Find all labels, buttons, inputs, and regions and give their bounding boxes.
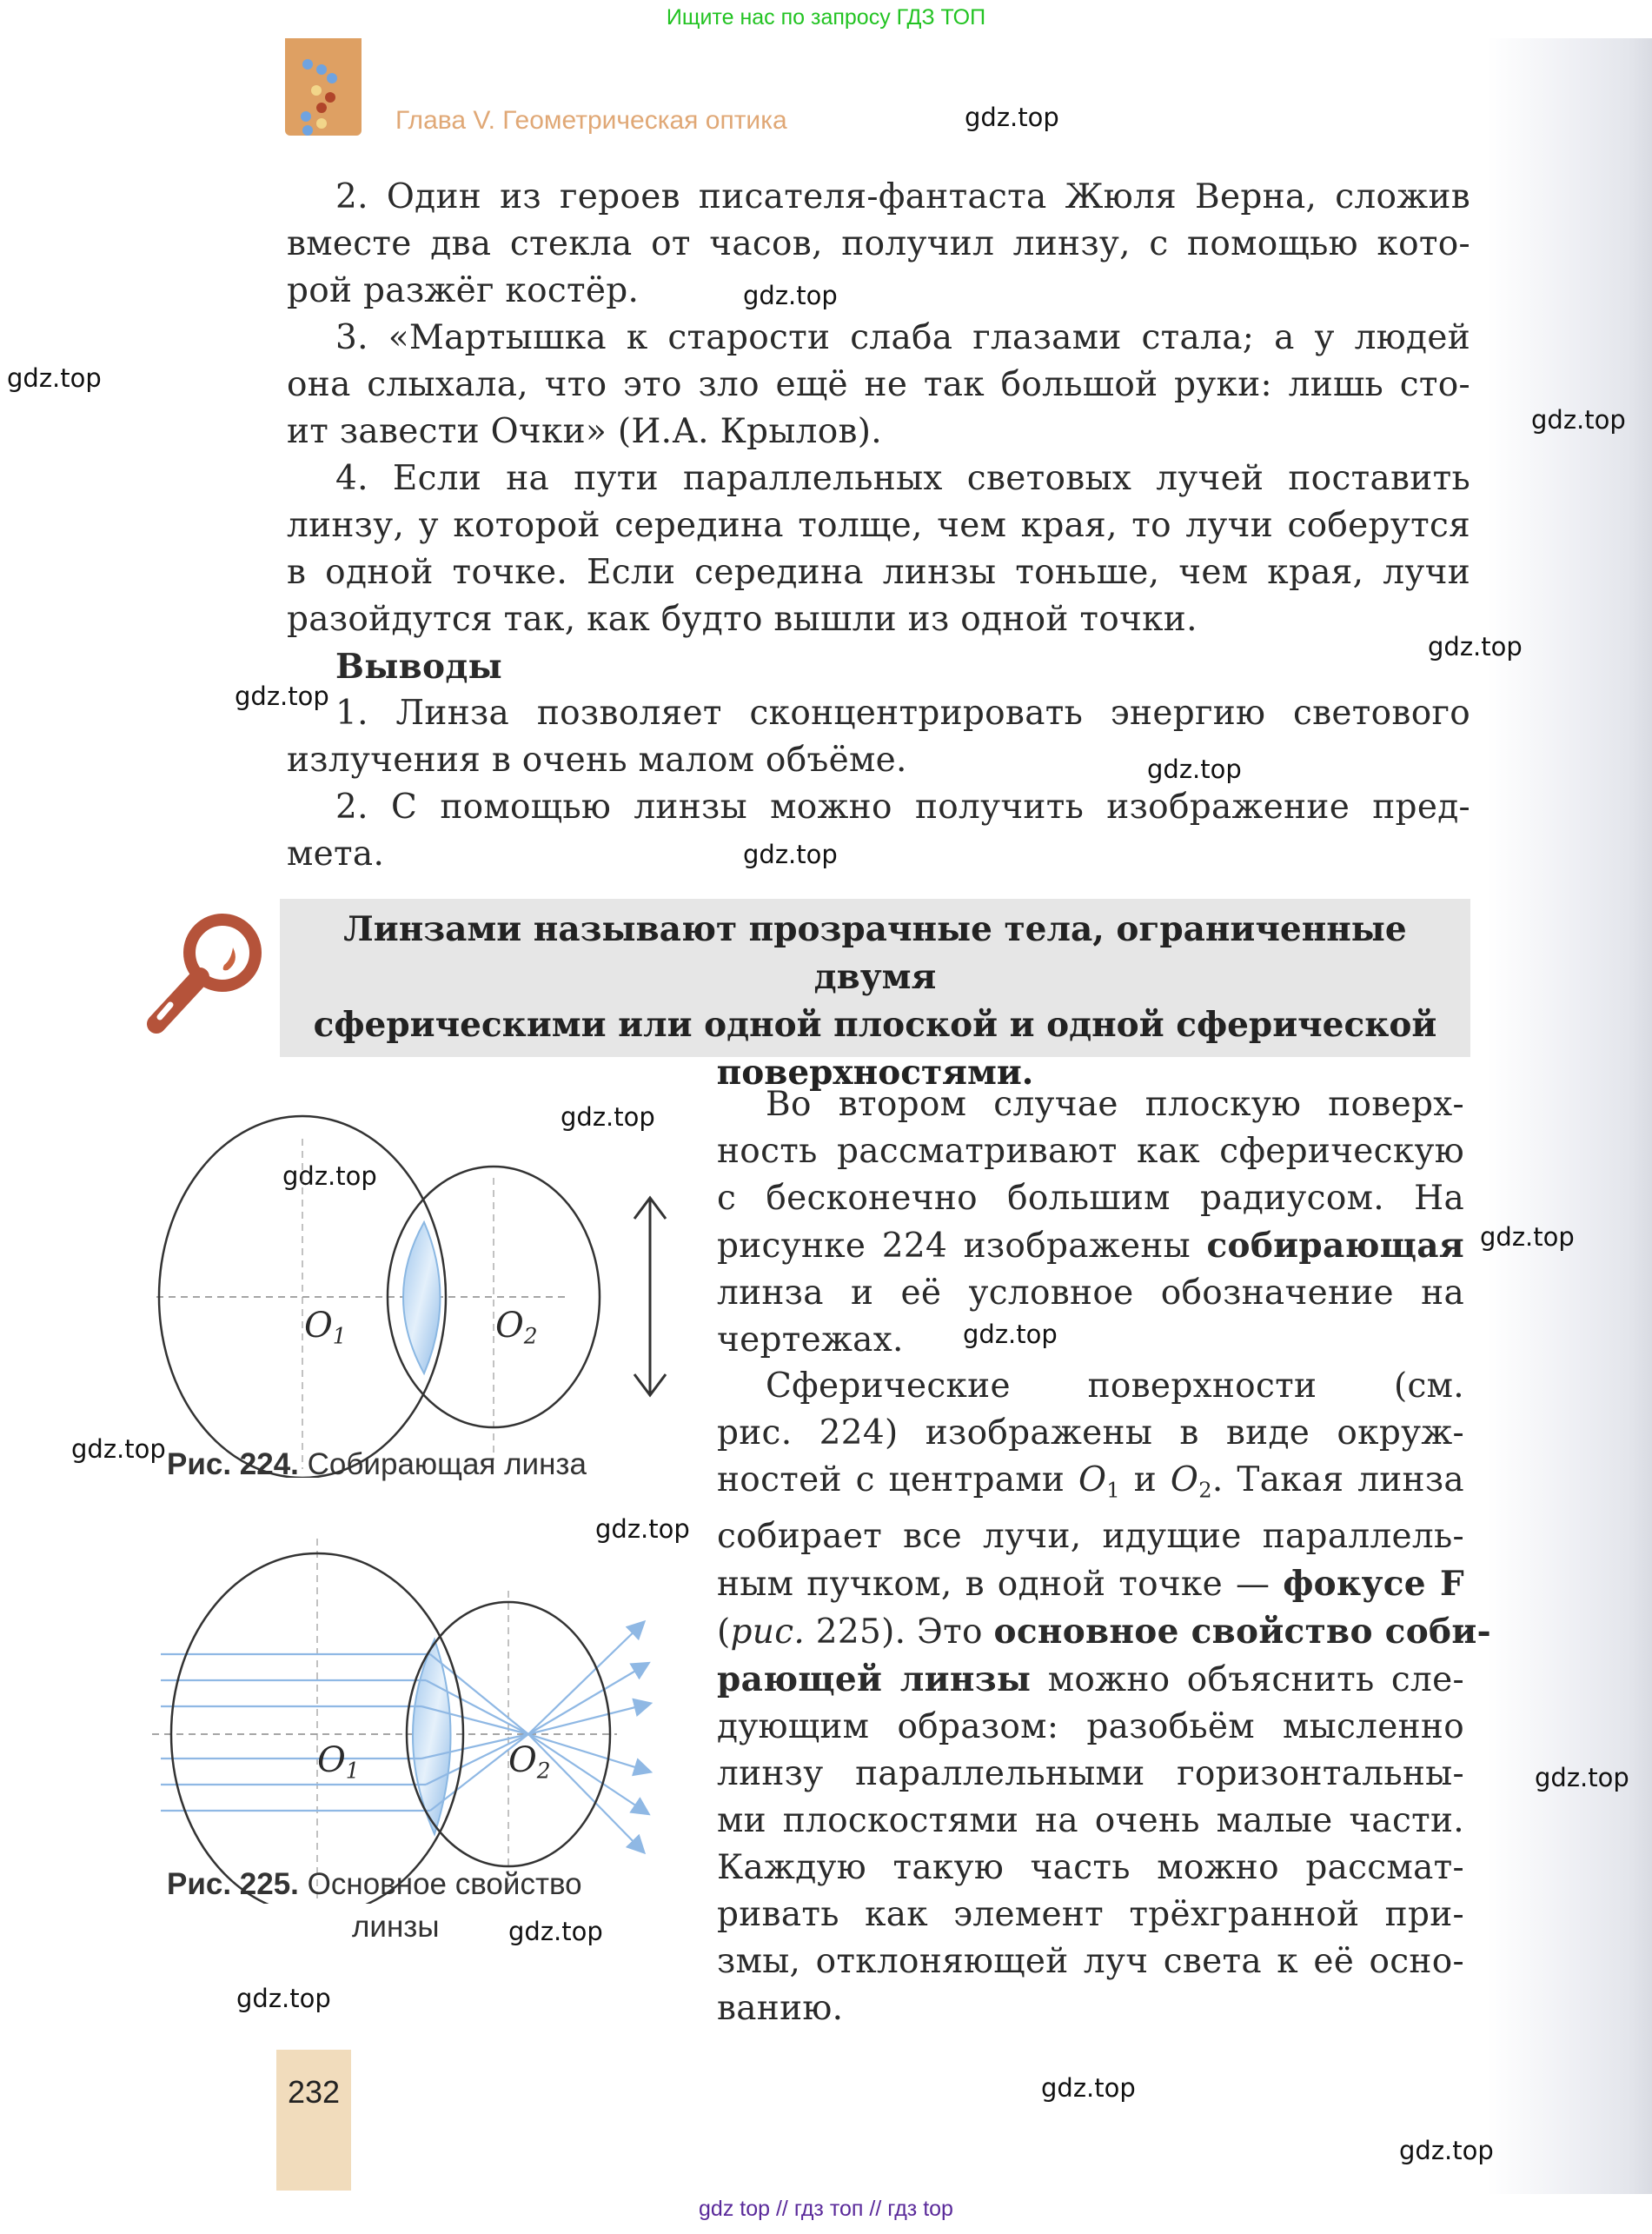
- chapter-title: Глава V. Геометрическая оптика: [395, 106, 787, 135]
- text-line: Во втором случае плоскую поверх-: [766, 1085, 1464, 1124]
- watermark: gdz.top: [236, 1984, 331, 2013]
- text-line: рой разжёг костёр.: [287, 271, 640, 310]
- magnifier-icon: [130, 904, 269, 1043]
- watermark: gdz.top: [1480, 1222, 1575, 1252]
- text-line: ность рассматривают как сферическую: [717, 1132, 1464, 1171]
- text-line: вместе два стекла от часов, получил линзу, с помощью кото-: [287, 224, 1470, 263]
- label-o2: $O_2$: [495, 1306, 538, 1349]
- text-line: ванию.: [717, 1989, 844, 2029]
- watermark: gdz.top: [965, 103, 1059, 132]
- text-line: 1. Линза позволяет сконцентрировать энергию светового: [335, 694, 1470, 733]
- text-line: линза и её условное обозначение на: [717, 1273, 1464, 1313]
- footer-links[interactable]: gdz top // гдз топ // гдз top: [699, 2197, 953, 2221]
- definition-box: [280, 899, 1470, 1093]
- text-line: Сферические поверхности (см.: [766, 1366, 1464, 1406]
- definition-line: поверхностями.: [716, 1053, 1034, 1093]
- figure-225-lens-property: [143, 1539, 665, 1904]
- page-number-tab: [276, 2050, 351, 2191]
- text-line: 2. С помощью линзы можно получить изображение пред-: [335, 788, 1470, 827]
- watermark: gdz.top: [1535, 1763, 1629, 1792]
- watermark: gdz.top: [1147, 755, 1242, 784]
- text-line: (рис. 225). Это основное свойство соби-: [717, 1612, 1492, 1652]
- watermark: gdz.top: [743, 281, 838, 310]
- watermark: gdz.top: [7, 363, 102, 393]
- watermark: gdz.top: [743, 840, 838, 869]
- watermark: gdz.top: [561, 1102, 655, 1132]
- item-2: [287, 174, 1470, 315]
- text-line: разойдутся так, как будто вышли из одной точки.: [287, 600, 1198, 639]
- text-line: линзу, у которой середина толще, чем края, то лучи соберутся: [287, 506, 1470, 545]
- text-line: ми плоскостями на очень малые части.: [717, 1801, 1464, 1841]
- text-line: она слыхала, что это зло ещё не так большой руки: лишь сто-: [287, 365, 1470, 404]
- watermark: gdz.top: [1041, 2073, 1136, 2103]
- label-o1: $O_1$: [304, 1306, 347, 1349]
- label-o1: $O_1$: [317, 1740, 360, 1784]
- watermark: gdz.top: [1399, 2136, 1494, 2165]
- page-number: 232: [287, 2074, 341, 2110]
- figure-224-converging-lens: [148, 1104, 687, 1478]
- definition-line: Линзами называют прозрачные тела, ограниченные двумя: [343, 909, 1407, 997]
- item-4: [287, 455, 1470, 643]
- item-3: [287, 315, 1470, 455]
- text-line: в одной точке. Если середина линзы тоньше, чем края, лучи: [287, 553, 1470, 592]
- text-line: Каждую такую часть можно рассмат-: [717, 1848, 1464, 1888]
- definition-line: сферическими или одной плоской и одной сферической: [313, 1005, 1437, 1045]
- text-line: змы, отклоняющей луч света к её осно-: [717, 1942, 1464, 1982]
- watermark: gdz.top: [595, 1514, 690, 1544]
- figure-224-caption: Рис. 224. Собирающая линза: [167, 1447, 587, 1481]
- label-o2: $O_2$: [508, 1740, 551, 1784]
- text-line: ит завести Очки» (И.А. Крылов).: [287, 412, 882, 451]
- text-line: дующим образом: разобьём мысленно: [717, 1707, 1464, 1747]
- text-line: 3. «Мартышка к старости слаба глазами стала; а у людей: [335, 318, 1470, 357]
- text-line: ностей с центрами $O_1$ и $O_2$. Такая линза: [717, 1460, 1464, 1503]
- text-line: излучения в очень малом объёме.: [287, 741, 907, 780]
- text-line: рающей линзы можно объяснить сле-: [717, 1659, 1464, 1700]
- text-line: с бесконечно большим радиусом. На: [717, 1179, 1464, 1218]
- text-line: собирает все лучи, идущие параллель-: [717, 1517, 1464, 1557]
- text-line: 2. Один из героев писателя-фантаста Жюля Верна, сложив: [335, 177, 1470, 216]
- figure-225-caption-line2: линзы: [352, 1910, 440, 1944]
- conclusions-heading: Выводы: [335, 647, 503, 687]
- watermark: gdz.top: [1428, 632, 1523, 662]
- top-banner[interactable]: Ищите нас по запросу ГДЗ ТОП: [666, 5, 986, 30]
- chapter-tab-icon: [285, 38, 362, 136]
- text-line: мета.: [287, 834, 385, 874]
- watermark: gdz.top: [963, 1320, 1058, 1349]
- text-line: чертежах.: [717, 1320, 904, 1360]
- text-line: ривать как элемент трёхгранной при-: [717, 1895, 1464, 1935]
- text-line: ным пучком, в одной точке — фокусе F: [717, 1564, 1464, 1605]
- right-paragraph-2: [717, 1363, 1492, 2032]
- watermark: gdz.top: [235, 682, 329, 711]
- watermark: gdz.top: [282, 1161, 377, 1191]
- watermark: gdz.top: [71, 1434, 166, 1464]
- watermark: gdz.top: [1531, 405, 1626, 435]
- right-paragraph-1: [717, 1081, 1464, 1364]
- page-edge-shadow: [1487, 38, 1652, 2194]
- text-line: линзу параллельными горизонтальны-: [717, 1754, 1464, 1794]
- text-line: рис. 224) изображены в виде окруж-: [717, 1413, 1464, 1453]
- text-line: 4. Если на пути параллельных световых лучей поставить: [335, 459, 1470, 498]
- figure-225-caption: Рис. 225. Основное свойство: [167, 1867, 582, 1901]
- text-line: рисунке 224 изображены собирающая: [717, 1226, 1464, 1266]
- conclusions: [287, 643, 1470, 878]
- watermark: gdz.top: [508, 1917, 603, 1946]
